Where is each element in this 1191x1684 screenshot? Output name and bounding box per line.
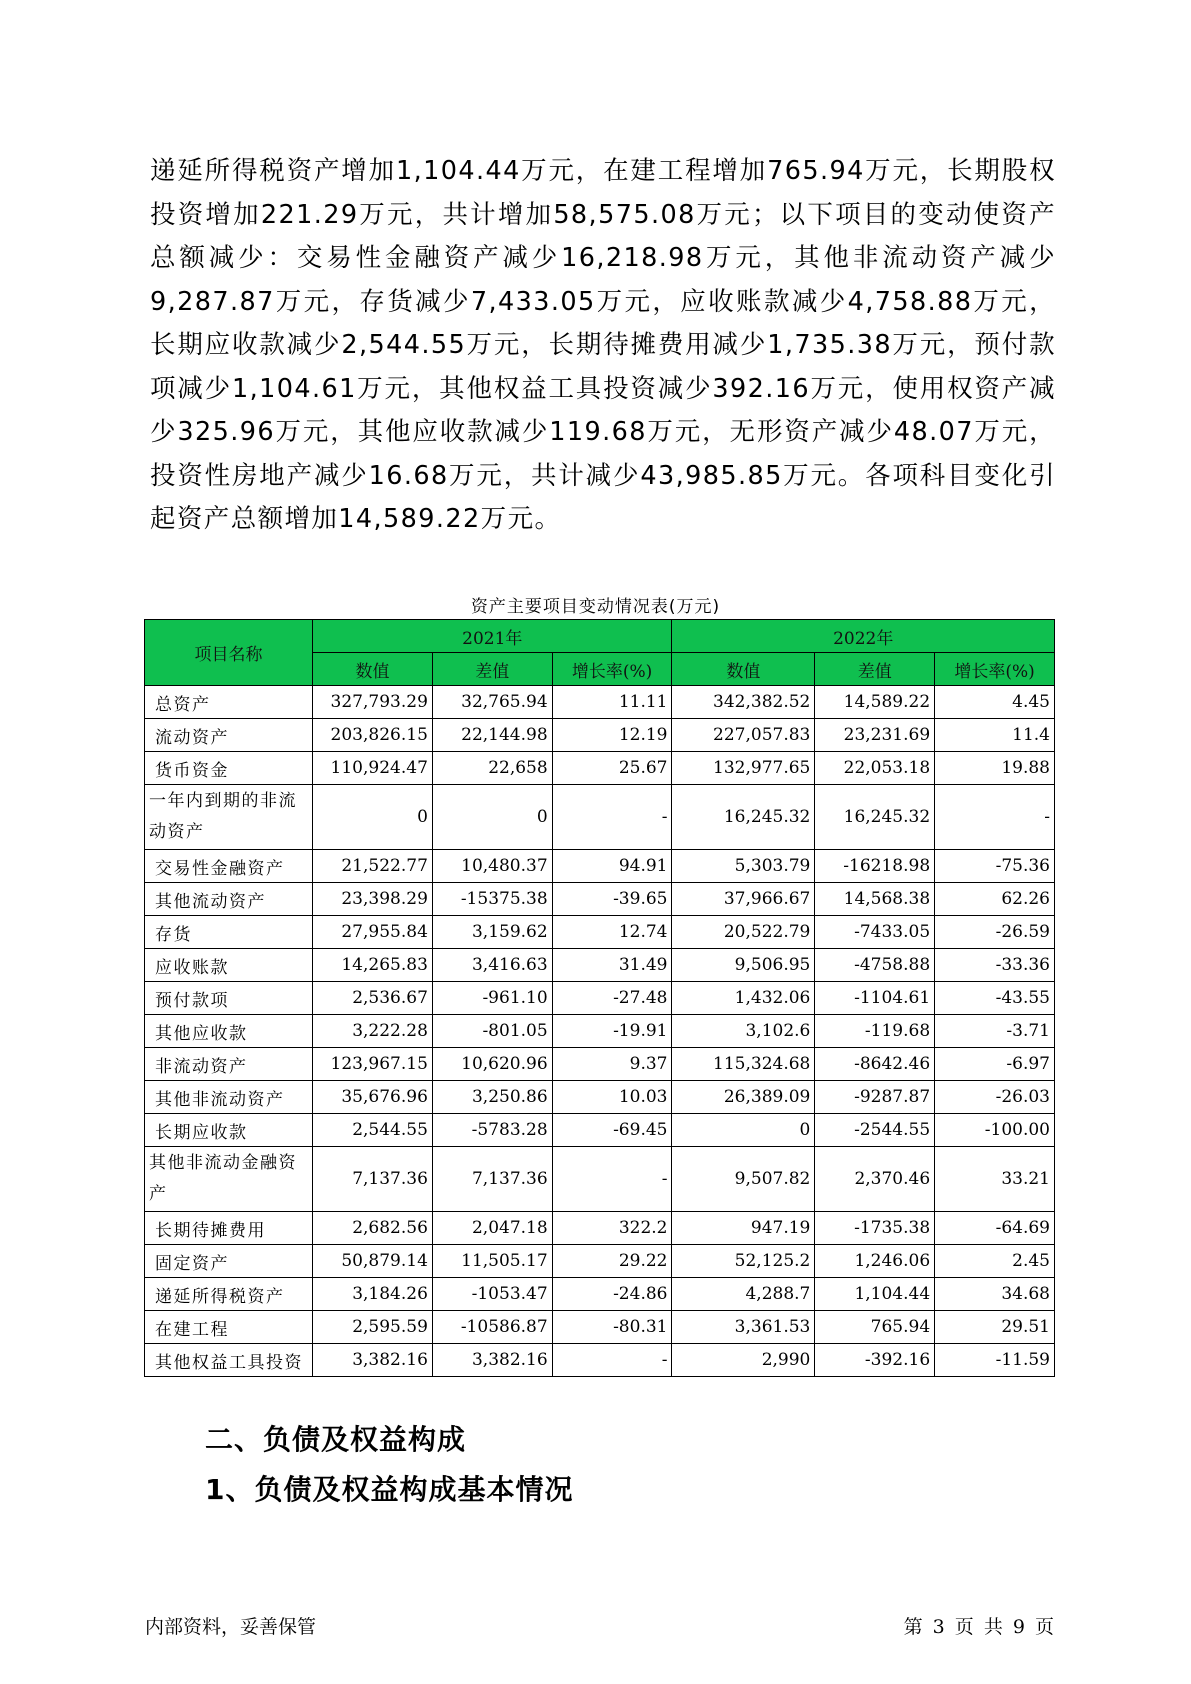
row-diff-2022: -7433.05: [815, 916, 935, 949]
row-diff-2022: -8642.46: [815, 1048, 935, 1081]
row-diff-2022: 22,053.18: [815, 752, 935, 785]
row-item-name: 其他权益工具投资: [145, 1344, 313, 1377]
row-growth-2021: 12.19: [552, 719, 672, 752]
row-growth-2021: 25.67: [552, 752, 672, 785]
table-row: [145, 1015, 1055, 1048]
row-growth-2022: -43.55: [935, 982, 1055, 1015]
row-value-2022: 4,288.7: [672, 1278, 815, 1311]
row-value-2022: 115,324.68: [672, 1048, 815, 1081]
row-diff-2022: -119.68: [815, 1015, 935, 1048]
table-row: [145, 1344, 1055, 1377]
header-growth-2022: 增长率(%): [935, 653, 1055, 686]
table-row: [145, 752, 1055, 785]
row-growth-2021: 9.37: [552, 1048, 672, 1081]
row-value-2022: 37,966.67: [672, 883, 815, 916]
row-value-2022: 16,245.32: [672, 785, 815, 850]
table-row: [145, 883, 1055, 916]
row-diff-2021: 22,144.98: [432, 719, 552, 752]
row-item-name: 其他非流动金融资产: [145, 1147, 313, 1212]
row-diff-2021: -5783.28: [432, 1114, 552, 1147]
row-growth-2022: 4.45: [935, 686, 1055, 719]
row-value-2021: 2,682.56: [313, 1212, 433, 1245]
row-item-name: 递延所得税资产: [145, 1278, 313, 1311]
row-value-2022: 947.19: [672, 1212, 815, 1245]
table-row: [145, 1147, 1055, 1212]
row-item-name: 非流动资产: [145, 1048, 313, 1081]
row-diff-2022: 14,568.38: [815, 883, 935, 916]
row-diff-2021: 3,382.16: [432, 1344, 552, 1377]
table-row: [145, 1212, 1055, 1245]
row-growth-2021: 322.2: [552, 1212, 672, 1245]
row-growth-2021: -: [552, 1344, 672, 1377]
section-heading: 二、负债及权益构成: [205, 1423, 467, 1456]
row-diff-2022: -4758.88: [815, 949, 935, 982]
row-growth-2022: -11.59: [935, 1344, 1055, 1377]
row-growth-2022: 29.51: [935, 1311, 1055, 1344]
table-row: [145, 949, 1055, 982]
row-diff-2021: 3,250.86: [432, 1081, 552, 1114]
row-diff-2021: 2,047.18: [432, 1212, 552, 1245]
row-diff-2021: 7,137.36: [432, 1147, 552, 1212]
row-diff-2021: 10,480.37: [432, 850, 552, 883]
header-value-2022: 数值: [672, 653, 815, 686]
row-value-2021: 27,955.84: [313, 916, 433, 949]
row-value-2022: 5,303.79: [672, 850, 815, 883]
subsection-heading: 1、负债及权益构成基本情况: [205, 1473, 574, 1506]
row-diff-2021: 3,416.63: [432, 949, 552, 982]
row-value-2021: 327,793.29: [313, 686, 433, 719]
row-value-2022: 227,057.83: [672, 719, 815, 752]
row-growth-2022: -26.03: [935, 1081, 1055, 1114]
row-item-name: 交易性金融资产: [145, 850, 313, 883]
row-growth-2021: 29.22: [552, 1245, 672, 1278]
row-value-2021: 21,522.77: [313, 850, 433, 883]
row-value-2021: 2,536.67: [313, 982, 433, 1015]
table-row: [145, 916, 1055, 949]
row-value-2022: 26,389.09: [672, 1081, 815, 1114]
row-value-2021: 35,676.96: [313, 1081, 433, 1114]
row-value-2022: 132,977.65: [672, 752, 815, 785]
row-growth-2022: -75.36: [935, 850, 1055, 883]
row-value-2021: 2,544.55: [313, 1114, 433, 1147]
header-value-2021: 数值: [313, 653, 433, 686]
row-diff-2022: 1,104.44: [815, 1278, 935, 1311]
row-item-name: 长期应收款: [145, 1114, 313, 1147]
row-diff-2021: 32,765.94: [432, 686, 552, 719]
row-value-2021: 3,184.26: [313, 1278, 433, 1311]
header-diff-2022: 差值: [815, 653, 935, 686]
row-value-2021: 123,967.15: [313, 1048, 433, 1081]
row-diff-2021: 10,620.96: [432, 1048, 552, 1081]
row-item-name: 存货: [145, 916, 313, 949]
row-item-name: 货币资金: [145, 752, 313, 785]
row-value-2022: 342,382.52: [672, 686, 815, 719]
row-growth-2022: -64.69: [935, 1212, 1055, 1245]
header-year-2022: 2022年: [672, 620, 1055, 653]
row-value-2021: 3,222.28: [313, 1015, 433, 1048]
row-growth-2021: -69.45: [552, 1114, 672, 1147]
row-value-2021: 23,398.29: [313, 883, 433, 916]
row-diff-2021: 22,658: [432, 752, 552, 785]
table-row: [145, 850, 1055, 883]
row-value-2022: 20,522.79: [672, 916, 815, 949]
table-row: [145, 982, 1055, 1015]
row-diff-2022: -1104.61: [815, 982, 935, 1015]
row-growth-2021: 12.74: [552, 916, 672, 949]
table-row: [145, 1311, 1055, 1344]
row-diff-2022: 1,246.06: [815, 1245, 935, 1278]
table-body: [145, 686, 1055, 1377]
row-value-2021: 14,265.83: [313, 949, 433, 982]
row-growth-2022: 34.68: [935, 1278, 1055, 1311]
row-item-name: 固定资产: [145, 1245, 313, 1278]
row-growth-2021: -80.31: [552, 1311, 672, 1344]
row-diff-2022: -1735.38: [815, 1212, 935, 1245]
row-diff-2022: -392.16: [815, 1344, 935, 1377]
row-growth-2021: -39.65: [552, 883, 672, 916]
row-item-name: 预付款项: [145, 982, 313, 1015]
table-row: [145, 785, 1055, 850]
table-row: [145, 1245, 1055, 1278]
table-row: [145, 686, 1055, 719]
row-item-name: 其他应收款: [145, 1015, 313, 1048]
row-value-2022: 0: [672, 1114, 815, 1147]
table-caption: 资产主要项目变动情况表(万元): [470, 597, 721, 617]
row-growth-2021: -19.91: [552, 1015, 672, 1048]
row-diff-2021: 0: [432, 785, 552, 850]
row-growth-2022: 2.45: [935, 1245, 1055, 1278]
body-paragraph: 递延所得税资产增加1,104.44万元，在建工程增加765.94万元，长期股权投资增加221.29万元，共计增加58,575.08万元；以下项目的变动使资产总额减少：交易性金融资产减少16,218.98万元，其他非流动资产减少9,287.87万元，存货减少7,433.05万元，应收账款减少4,758.88万元，长期应收款减少2,544.55万元，长期待摊费用减少1,735.38万元，预付款项减少1,104.61万元，其他权益工具投资减少392.16万元，使用权资产减少325.96万元，其他应收款减少119.68万元，无形资产减少48.07万元，投资性房地产减少16.68万元，共计减少43,985.85万元。各项科目变化引起资产总额增加14,589.22万元。: [150, 156, 1056, 534]
row-value-2022: 3,361.53: [672, 1311, 815, 1344]
row-growth-2022: 11.4: [935, 719, 1055, 752]
row-growth-2022: 62.26: [935, 883, 1055, 916]
row-value-2021: 0: [313, 785, 433, 850]
row-item-name: 总资产: [145, 686, 313, 719]
header-item-name: 项目名称: [145, 620, 313, 686]
row-growth-2021: -27.48: [552, 982, 672, 1015]
table-row: [145, 1048, 1055, 1081]
row-diff-2022: 765.94: [815, 1311, 935, 1344]
row-growth-2021: -24.86: [552, 1278, 672, 1311]
footer-confidential-note: 内部资料，妥善保管: [145, 1616, 317, 1638]
row-growth-2021: 94.91: [552, 850, 672, 883]
row-diff-2021: -1053.47: [432, 1278, 552, 1311]
row-item-name: 长期待摊费用: [145, 1212, 313, 1245]
row-diff-2022: 14,589.22: [815, 686, 935, 719]
table-row: [145, 1081, 1055, 1114]
row-value-2022: 2,990: [672, 1344, 815, 1377]
row-item-name: 一年内到期的非流动资产: [145, 785, 313, 850]
table-row: [145, 719, 1055, 752]
row-diff-2022: 23,231.69: [815, 719, 935, 752]
row-growth-2022: -6.97: [935, 1048, 1055, 1081]
row-value-2021: 50,879.14: [313, 1245, 433, 1278]
row-item-name: 应收账款: [145, 949, 313, 982]
row-diff-2021: -15375.38: [432, 883, 552, 916]
row-value-2022: 52,125.2: [672, 1245, 815, 1278]
assets-change-table: [144, 619, 1055, 1377]
row-value-2021: 3,382.16: [313, 1344, 433, 1377]
row-value-2021: 203,826.15: [313, 719, 433, 752]
table-row: [145, 1278, 1055, 1311]
row-growth-2022: 19.88: [935, 752, 1055, 785]
header-year-2021: 2021年: [313, 620, 672, 653]
row-diff-2021: 3,159.62: [432, 916, 552, 949]
row-diff-2022: 16,245.32: [815, 785, 935, 850]
row-growth-2021: 11.11: [552, 686, 672, 719]
row-growth-2022: -26.59: [935, 916, 1055, 949]
row-value-2021: 7,137.36: [313, 1147, 433, 1212]
row-value-2022: 3,102.6: [672, 1015, 815, 1048]
row-item-name: 流动资产: [145, 719, 313, 752]
row-diff-2021: -10586.87: [432, 1311, 552, 1344]
row-diff-2021: -801.05: [432, 1015, 552, 1048]
row-item-name: 其他非流动资产: [145, 1081, 313, 1114]
row-growth-2022: -100.00: [935, 1114, 1055, 1147]
header-growth-2021: 增长率(%): [552, 653, 672, 686]
row-diff-2022: 2,370.46: [815, 1147, 935, 1212]
footer-page-number: 第 3 页 共 9 页: [903, 1616, 1054, 1638]
row-diff-2022: -9287.87: [815, 1081, 935, 1114]
row-diff-2022: -16218.98: [815, 850, 935, 883]
row-growth-2022: -: [935, 785, 1055, 850]
row-value-2022: 9,506.95: [672, 949, 815, 982]
row-diff-2022: -2544.55: [815, 1114, 935, 1147]
row-growth-2021: 31.49: [552, 949, 672, 982]
row-value-2021: 110,924.47: [313, 752, 433, 785]
row-item-name: 在建工程: [145, 1311, 313, 1344]
row-growth-2022: 33.21: [935, 1147, 1055, 1212]
row-diff-2021: -961.10: [432, 982, 552, 1015]
row-growth-2022: -3.71: [935, 1015, 1055, 1048]
row-diff-2021: 11,505.17: [432, 1245, 552, 1278]
row-growth-2021: -: [552, 785, 672, 850]
row-growth-2021: 10.03: [552, 1081, 672, 1114]
header-diff-2021: 差值: [432, 653, 552, 686]
table-row: [145, 1114, 1055, 1147]
row-value-2021: 2,595.59: [313, 1311, 433, 1344]
row-item-name: 其他流动资产: [145, 883, 313, 916]
row-growth-2022: -33.36: [935, 949, 1055, 982]
row-value-2022: 1,432.06: [672, 982, 815, 1015]
row-value-2022: 9,507.82: [672, 1147, 815, 1212]
row-growth-2021: -: [552, 1147, 672, 1212]
